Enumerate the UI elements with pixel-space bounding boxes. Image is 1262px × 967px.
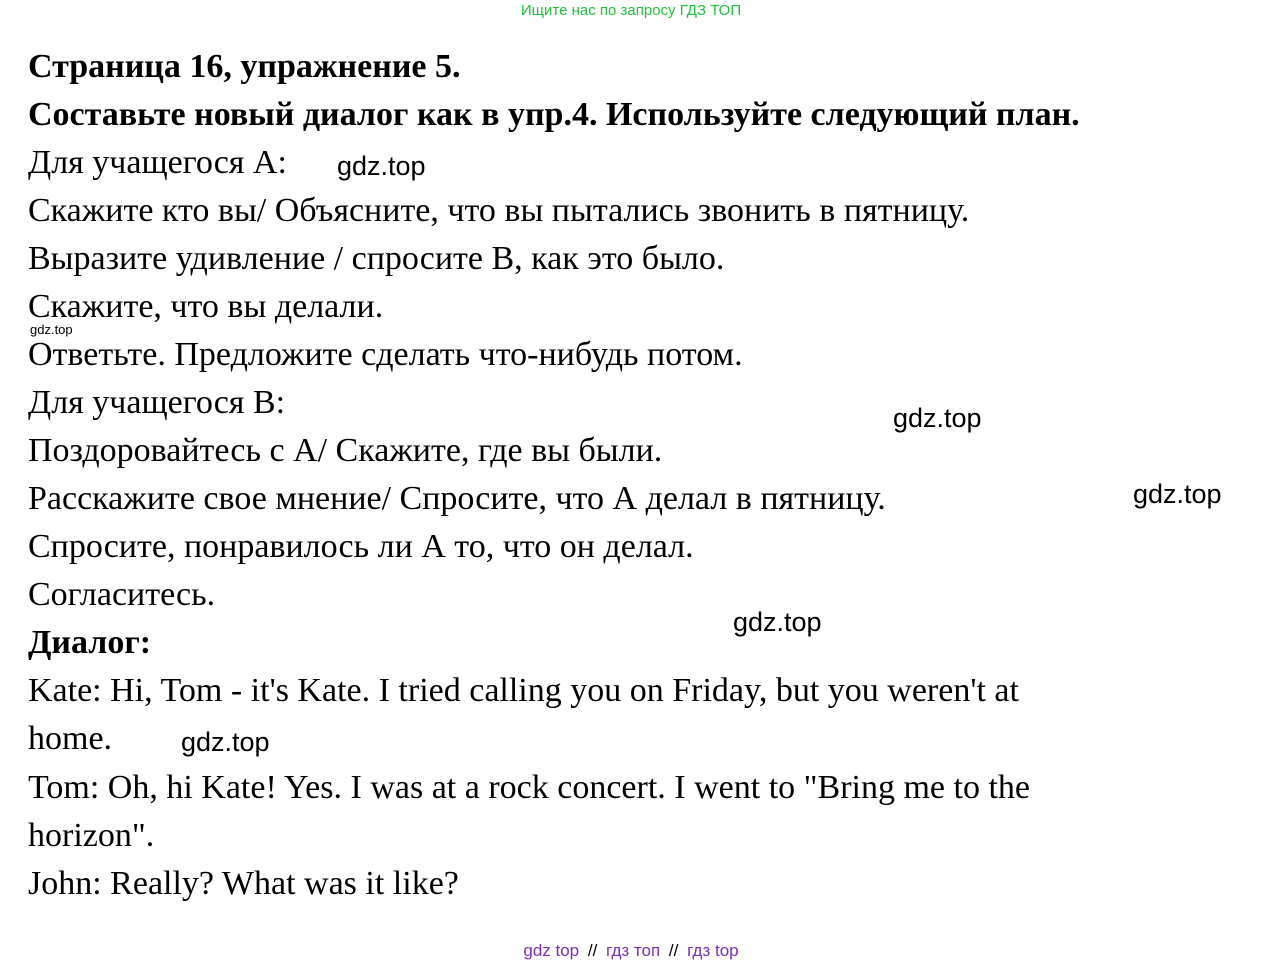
plan-a-item: Скажите, что вы делали. — [28, 288, 384, 325]
watermark: gdz.top — [733, 607, 822, 637]
plan-b-item: Спросите, понравилось ли А то, что он делал. — [28, 528, 694, 565]
plan-a-item: Ответьте. Предложите сделать что-нибудь потом. — [28, 336, 743, 373]
footer-link-gdz-top-ru[interactable]: гдз топ — [606, 941, 661, 960]
watermark: gdz.top — [1133, 479, 1222, 509]
plan-b-item: Согласитесь. — [28, 576, 216, 613]
plan-b-item: Расскажите свое мнение/ Спросите, что А делал в пятницу. — [28, 480, 886, 517]
dialog-line: Kate: Hi, Tom - it's Kate. I tried calling you on Friday, but you weren't at — [28, 672, 1019, 709]
plan-b-heading: Для учащегося В: — [28, 384, 286, 421]
plan-a-heading: Для учащегося А: — [28, 144, 287, 181]
dialog-line: home. — [28, 720, 113, 757]
footer-link-gdz-top-mixed[interactable]: гдз top — [687, 941, 739, 960]
footer-link-gdz-top[interactable]: gdz top — [523, 941, 580, 960]
plan-a-item: Выразите удивление / спросите В, как это было. — [28, 240, 725, 277]
footer-links — [0, 941, 1262, 961]
watermark: gdz.top — [181, 727, 270, 757]
footer-separator: // — [668, 941, 679, 960]
task-instruction: Составьте новый диалог как в упр.4. Используйте следующий план. — [28, 96, 1080, 133]
plan-a-item: Скажите кто вы/ Объясните, что вы пытались звонить в пятницу. — [28, 192, 970, 229]
page-title: Страница 16, упражнение 5. — [28, 48, 461, 85]
dialog-line: John: Really? What was it like? — [28, 865, 459, 902]
dialog-heading: Диалог: — [28, 624, 152, 661]
watermark: gdz.top — [893, 403, 982, 433]
dialog-line: Tom: Oh, hi Kate! Yes. I was at a rock concert. I went to "Bring me to the — [28, 769, 1030, 806]
watermark: gdz.top — [337, 151, 426, 181]
banner-link[interactable]: Ищите нас по запросу ГДЗ ТОП — [520, 2, 742, 19]
top-banner[interactable] — [0, 2, 1262, 20]
dialog-line: horizon". — [28, 817, 155, 854]
watermark-small: gdz.top — [30, 322, 73, 337]
plan-b-item: Поздоровайтесь с А/ Скажите, где вы были. — [28, 432, 663, 469]
footer-separator: // — [587, 941, 598, 960]
